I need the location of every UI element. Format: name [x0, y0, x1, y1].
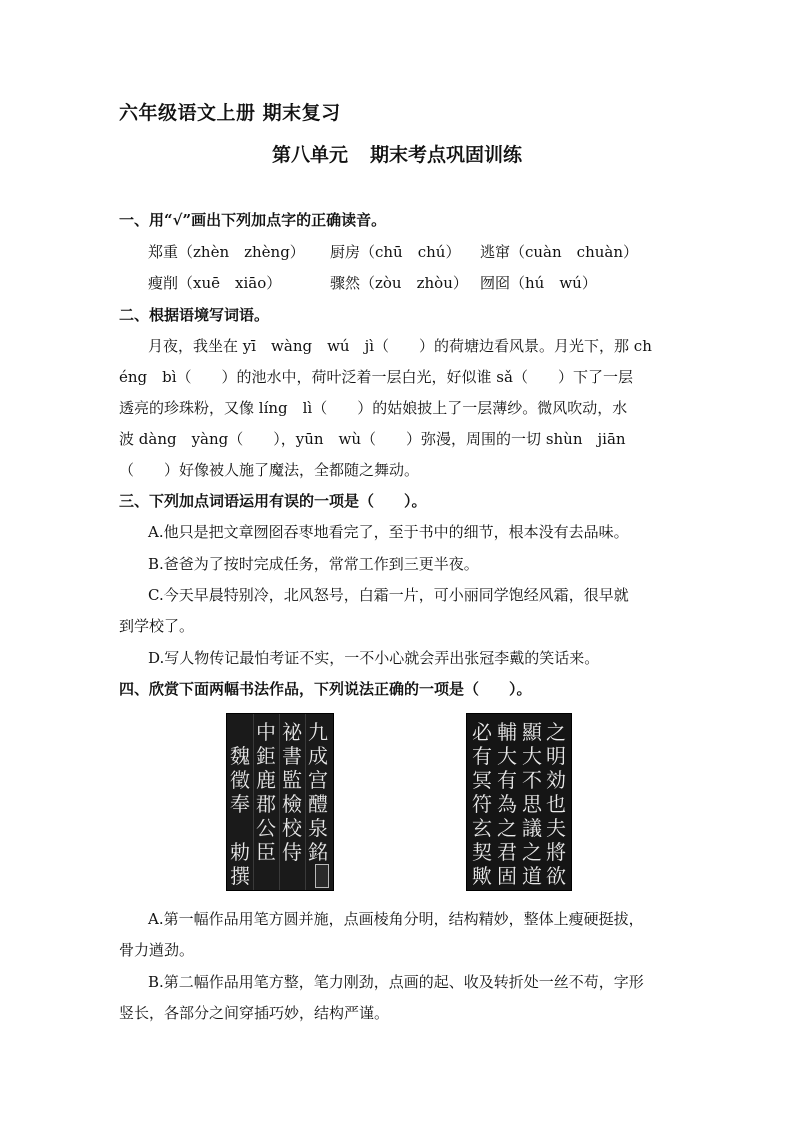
calligraphy-character: 歟: [472, 864, 492, 888]
calligraphy-character: 監: [282, 768, 302, 792]
calligraphy-character: 宫: [308, 768, 328, 792]
unit-title: [0, 140, 794, 167]
calligraphy-character: 醴: [308, 792, 328, 816]
calligraphy-character: 玄: [472, 816, 492, 840]
calligraphy-character: 書: [282, 744, 302, 768]
calligraphy-character: 為: [497, 792, 517, 816]
q1-item-6: 囫囵（hú wú）: [480, 274, 597, 292]
q3-option-c-cont: 到学校了。: [119, 617, 195, 635]
calligraphy-character: 中: [256, 720, 276, 744]
calligraphy-character: 鉅: [256, 744, 276, 768]
calligraphy-character: [230, 816, 250, 840]
q1-item-3: 逃窜（cuàn chuàn）: [480, 243, 638, 261]
calligraphy-image-2: [466, 713, 572, 891]
q2-heading: 二、根据语境写词语。: [119, 306, 270, 324]
calligraphy-character: 夫: [546, 816, 566, 840]
calligraphy1-column-3: [253, 720, 279, 864]
q3-option-a: A.他只是把文章囫囵吞枣地看完了，至于书中的细节，根本没有去品味。: [148, 523, 629, 541]
q2-line-4: 波 dàng yàng（ ），yūn wù（ ）弥漫，周围的一切 shùn jiān: [119, 430, 626, 448]
q2-line-1: 月夜，我坐在 yī wàng wú jì（ ）的荷塘边看风景。月光下，那 ch: [148, 337, 652, 355]
calligraphy-character: 思: [522, 792, 542, 816]
calligraphy-character: 鹿: [256, 768, 276, 792]
calligraphy-character: 勅: [230, 840, 250, 864]
q3-option-c: C.今天早晨特别冷，北风怒号，白霜一片，可小丽同学饱经风霜，很早就: [148, 586, 629, 604]
q4-option-a: A.第一幅作品用笔方圆并施，点画棱角分明，结构精妙，整体上瘦硬挺拔，: [148, 910, 644, 928]
calligraphy1-column-2: [279, 720, 305, 864]
calligraphy-character: 徵: [230, 768, 250, 792]
calligraphy2-column-1: [543, 720, 569, 888]
q2-line-5: （ ）好像被人施了魔法，全都随之舞动。: [119, 461, 420, 479]
q3-option-d: D.写人物传记最怕考证不实，一不小心就会弄出张冠李戴的笑话来。: [148, 649, 600, 667]
document-title: 六年级语文上册 期末复习: [119, 102, 341, 124]
calligraphy-character: 之: [522, 840, 542, 864]
q1-heading: 一、用“√”画出下列加点字的正确读音。: [119, 211, 387, 229]
calligraphy-character: 君: [497, 840, 517, 864]
q2-line-2: éng bì（ ）的池水中，荷叶泛着一层白光，好似谁 sǎ（ ）下了一层: [119, 368, 633, 386]
calligraphy-character: 檢: [282, 792, 302, 816]
calligraphy-character: 有: [472, 744, 492, 768]
calligraphy-character: 冥: [472, 768, 492, 792]
calligraphy1-column-4: [227, 744, 253, 888]
calligraphy-character: 撰: [230, 864, 250, 888]
calligraphy-character: 郡: [256, 792, 276, 816]
q3-heading: 三、下列加点词语运用有误的一项是（ ）。: [119, 492, 427, 510]
calligraphy2-column-2: [519, 720, 545, 888]
q4-option-b-cont: 竖长，各部分之间穿插巧妙，结构严谨。: [119, 1004, 390, 1022]
calligraphy-character: 銘: [308, 840, 328, 864]
q1-item-5: 骤然（zòu zhòu）: [330, 274, 468, 292]
calligraphy-character: 明: [546, 744, 566, 768]
calligraphy-character: 道: [522, 864, 542, 888]
calligraphy-character: 固: [497, 864, 517, 888]
calligraphy-character: 公: [256, 816, 276, 840]
calligraphy-character: 大: [522, 744, 542, 768]
calligraphy-character: 泉: [308, 816, 328, 840]
calligraphy-character: 欲: [546, 864, 566, 888]
calligraphy-character: 必: [472, 720, 492, 744]
q4-option-b: B.第二幅作品用笔方整，笔力刚劲，点画的起、收及转折处一丝不苟，字形: [148, 973, 644, 991]
q1-item-4: 瘦削（xuē xiāo）: [148, 274, 282, 292]
calligraphy2-column-3: [494, 720, 520, 888]
calligraphy-character: 不: [522, 768, 542, 792]
calligraphy-character: 之: [546, 720, 566, 744]
calligraphy-character: 校: [282, 816, 302, 840]
calligraphy-character: 侍: [282, 840, 302, 864]
calligraphy-character: 議: [522, 816, 542, 840]
q4-heading: 四、欣赏下面两幅书法作品，下列说法正确的一项是（ ）。: [119, 680, 532, 698]
calligraphy-character: 輔: [497, 720, 517, 744]
calligraphy2-column-4: [469, 720, 495, 888]
calligraphy-character: 大: [497, 744, 517, 768]
q1-item-1: 郑重（zhèn zhèng）: [148, 243, 305, 261]
seal-stamp: [315, 864, 329, 888]
calligraphy-character: 祕: [282, 720, 302, 744]
calligraphy-character: 顯: [522, 720, 542, 744]
calligraphy-character: 符: [472, 792, 492, 816]
calligraphy-character: 成: [308, 744, 328, 768]
q2-line-3: 透亮的珍珠粉，又像 líng lì（ ）的姑娘披上了一层薄纱。微风吹动，水: [119, 399, 628, 417]
calligraphy-character: 契: [472, 840, 492, 864]
unit-subtitle: 期末考点巩固训练: [370, 144, 523, 166]
calligraphy-character: 九: [308, 720, 328, 744]
calligraphy-character: 奉: [230, 792, 250, 816]
calligraphy-character: 効: [546, 768, 566, 792]
calligraphy-character: 將: [546, 840, 566, 864]
q3-option-b: B.爸爸为了按时完成任务，常常工作到三更半夜。: [148, 555, 479, 573]
calligraphy-character: 魏: [230, 744, 250, 768]
calligraphy1-column-1: [305, 720, 331, 864]
unit-number: 第八单元: [271, 144, 348, 166]
calligraphy-image-1: [226, 713, 334, 891]
calligraphy-character: 有: [497, 768, 517, 792]
calligraphy-character: 也: [546, 792, 566, 816]
calligraphy-character: 之: [497, 816, 517, 840]
q4-option-a-cont: 骨力遒劲。: [119, 941, 195, 959]
calligraphy-character: 臣: [256, 840, 276, 864]
q1-item-2: 厨房（chū chú）: [330, 243, 461, 261]
